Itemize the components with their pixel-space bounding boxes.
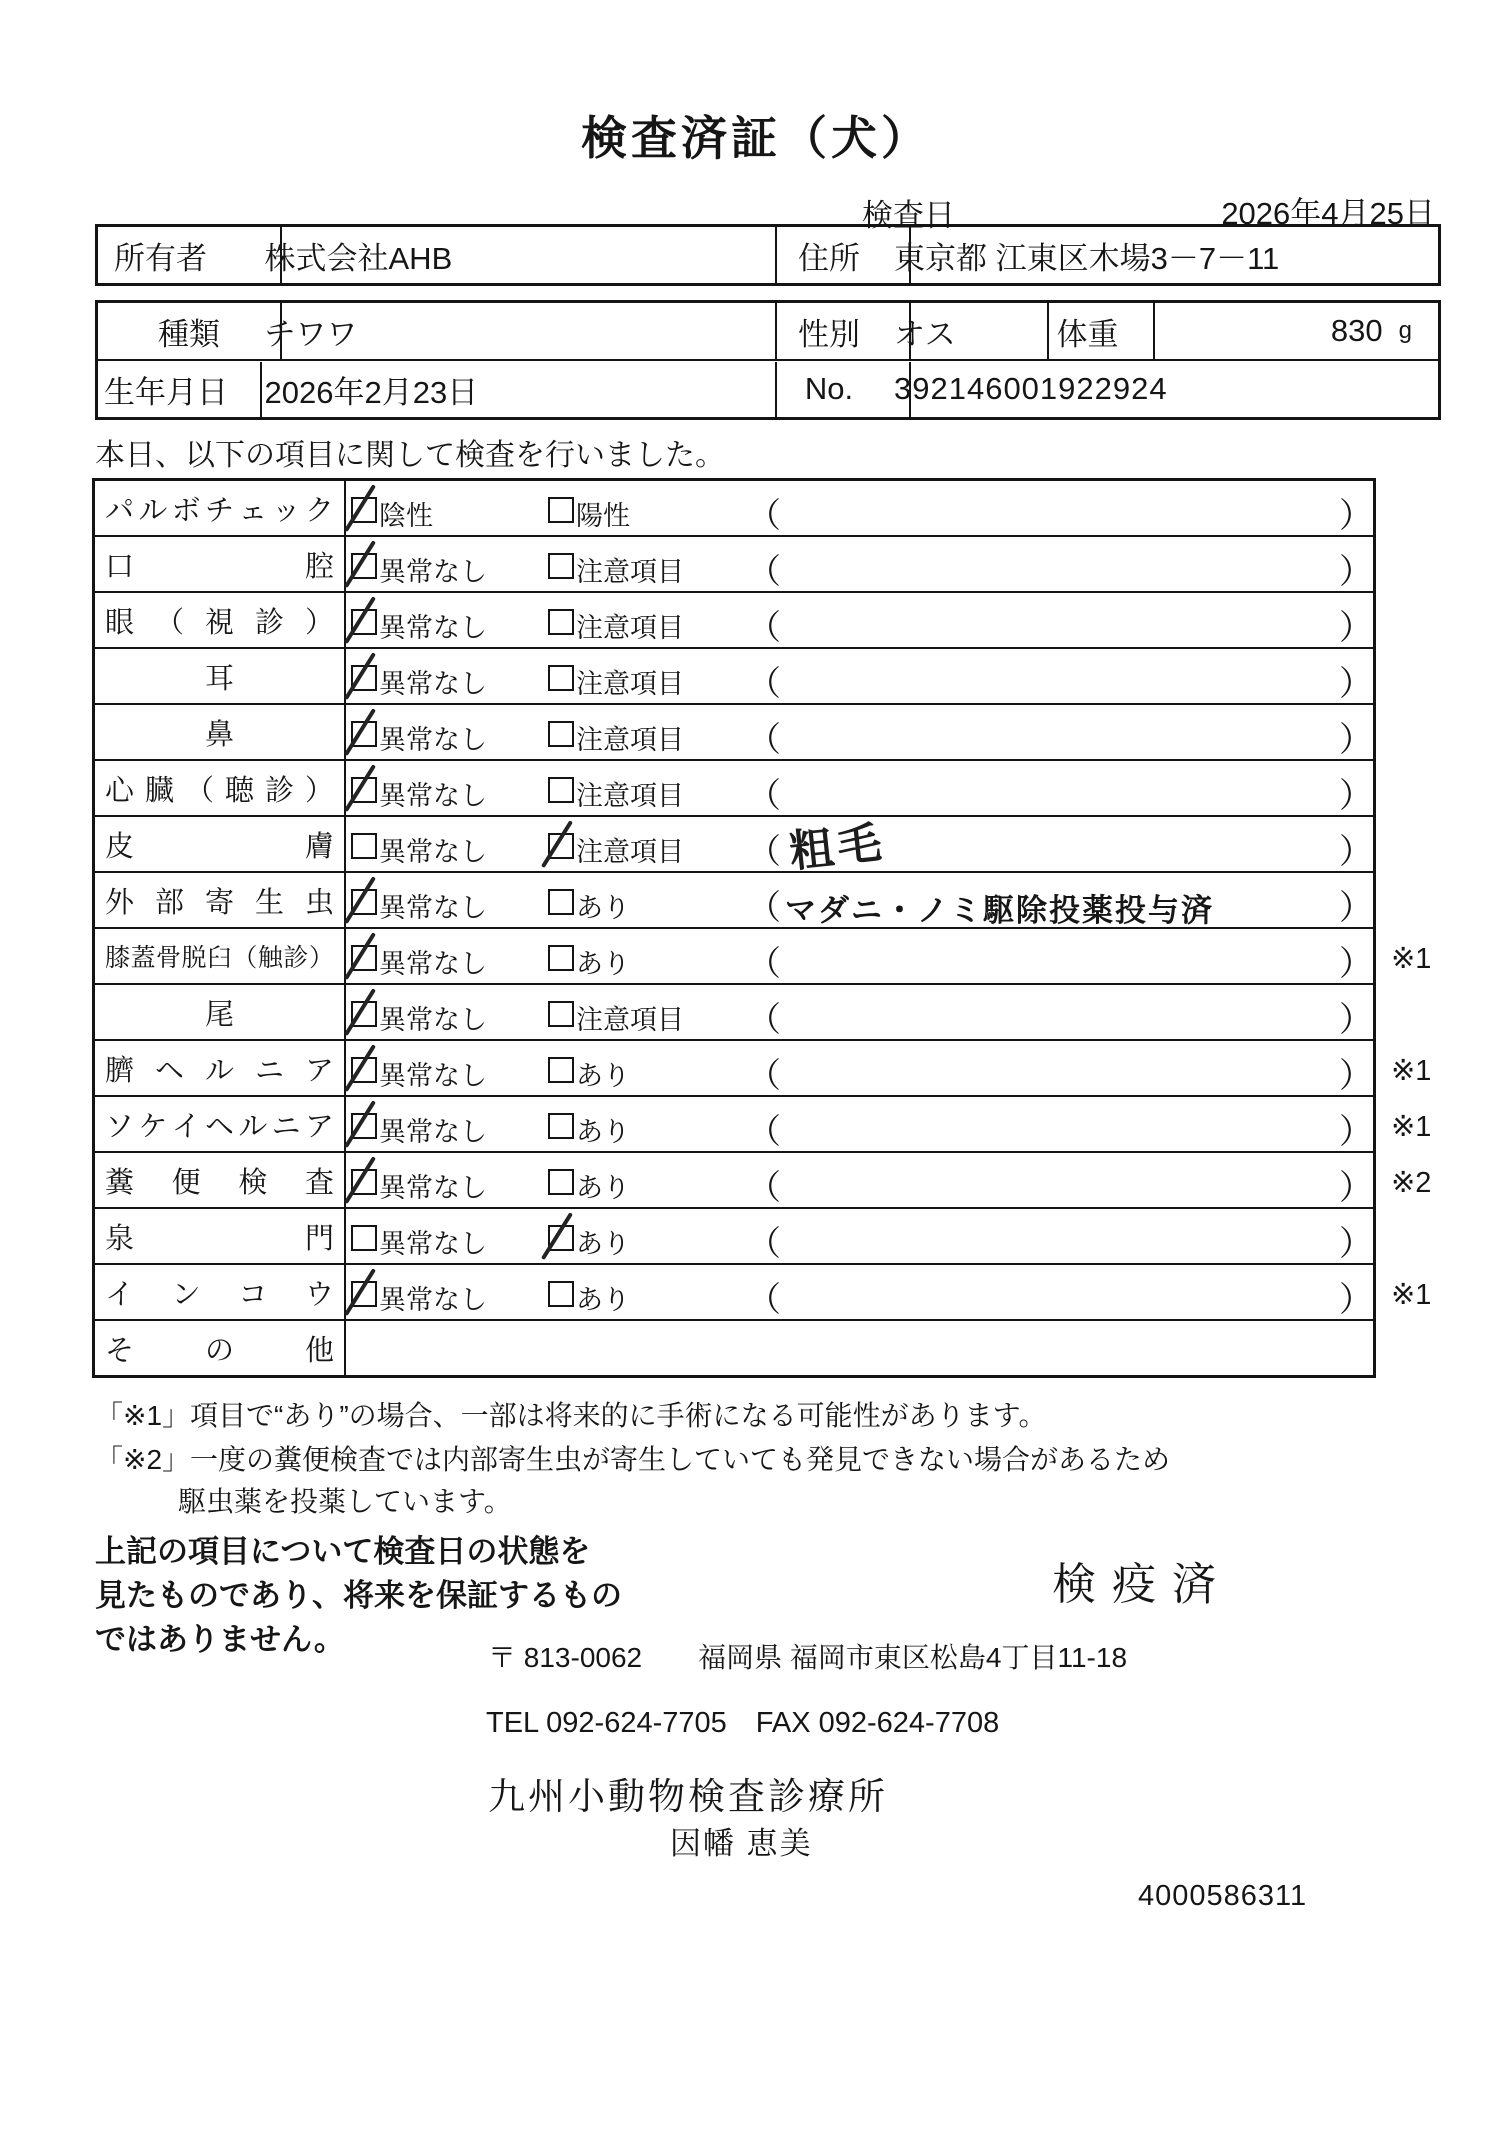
checkbox-option1 — [351, 665, 377, 691]
owner-label: 所有者 — [98, 227, 282, 283]
exam-table-row — [95, 1265, 1432, 1321]
handwritten-checkmark — [344, 1044, 376, 1092]
paren-close: ） — [1339, 889, 1373, 927]
exam-table — [92, 478, 1432, 1378]
option2-label: 注意項目 — [576, 725, 684, 755]
option1-label: 異常なし — [379, 1005, 487, 1035]
exam-table-row — [95, 761, 1373, 817]
checkbox-option2 — [548, 833, 574, 859]
checkbox-option1 — [351, 1281, 377, 1307]
handwritten-checkmark — [344, 596, 376, 644]
paren-close: ） — [1339, 777, 1373, 815]
checkbox-option1 — [351, 553, 377, 579]
handwritten-checkmark — [344, 764, 376, 812]
breed-label: 種類 — [98, 303, 282, 359]
option1-label: 陰性 — [379, 501, 433, 531]
paren-open: （ — [747, 1001, 781, 1039]
exam-table-row — [95, 705, 1373, 761]
exam-table-row — [95, 649, 1373, 705]
handwritten-checkmark — [344, 932, 376, 980]
statement-line-2: 見たものであり、将来を保証するもの — [95, 1578, 622, 1613]
exam-item-label: パ ル ボ チ ェ ッ ク — [95, 481, 346, 535]
paren-open: （ — [747, 553, 781, 591]
weight-label: 体重 — [1022, 303, 1155, 359]
exam-item-label: 鼻 — [95, 705, 346, 759]
option1-label: 異常なし — [379, 613, 487, 643]
quarantine-stamp-text: 検疫済 — [1052, 1560, 1232, 1609]
paren-open: （ — [747, 833, 781, 871]
clinic-address: 福岡県 福岡市東区松島4丁目11-18 — [698, 1642, 1128, 1673]
paren-close: ） — [1339, 1001, 1373, 1039]
clinic-person-name: 因幡 恵美 — [670, 1826, 813, 1861]
option2-label: 注意項目 — [576, 613, 684, 643]
owner-address-label: 住所 — [749, 227, 911, 283]
checkbox-option2 — [548, 721, 574, 747]
birthdate-label: 生年月日 — [98, 362, 262, 418]
exam-table-row — [95, 817, 1373, 877]
exam-table-row — [95, 593, 1373, 649]
inspection-date-label: 検査日 — [862, 198, 955, 233]
remark-badge: ※1 — [1391, 1279, 1432, 1311]
serial-number: 4000586311 — [1138, 1880, 1308, 1912]
paren-close: ） — [1339, 1057, 1373, 1095]
exam-table-row — [95, 873, 1373, 929]
paren-open: （ — [747, 609, 781, 647]
exam-item-label: 臍 ヘ ル ニ ア — [95, 1041, 346, 1095]
owner-value: 株式会社AHB — [251, 227, 777, 283]
option1-label: 異常なし — [379, 1285, 487, 1315]
checkbox-option2 — [548, 945, 574, 971]
breed-value: チワワ — [251, 303, 777, 359]
handwritten-checkmark — [344, 1100, 376, 1148]
exam-item-label: 眼 （ 視 診 ） — [95, 593, 346, 647]
paren-close: ） — [1339, 1169, 1373, 1207]
paren-open: （ — [747, 777, 781, 815]
paren-close: ） — [1339, 553, 1373, 591]
option1-label: 異常なし — [379, 1117, 487, 1147]
checkbox-option1 — [351, 721, 377, 747]
footnote-1: 「※1」項目で“あり”の場合、一部は将来的に手術になる可能性があります。 — [95, 1400, 1047, 1431]
clinic-address-line — [488, 1636, 1127, 1676]
exam-table-row — [95, 537, 1373, 593]
no-label: No. — [749, 362, 911, 418]
handwritten-checkmark — [541, 820, 573, 868]
exam-item-label: イ ン コ ウ — [95, 1265, 346, 1319]
paren-close: ） — [1339, 1225, 1373, 1263]
option2-label: 注意項目 — [576, 1005, 684, 1035]
exam-item-label: 耳 — [95, 649, 346, 703]
exam-table-row — [95, 1209, 1373, 1265]
exam-item-label: 膝 蓋 骨 脱 臼 （ 触 診 ） — [95, 929, 346, 983]
paren-open: （ — [747, 1281, 781, 1319]
no-value: 392146001922924 — [894, 371, 1168, 407]
checkbox-option2 — [548, 1001, 574, 1027]
option2-label: あり — [576, 1229, 630, 1259]
checkbox-option2 — [548, 1281, 574, 1307]
clinic-postal-code: 〒 813-0062 — [488, 1642, 643, 1673]
exam-table-row — [95, 1097, 1432, 1153]
handwritten-checkmark — [344, 1268, 376, 1316]
remark-badge: ※1 — [1391, 943, 1432, 975]
option2-label: あり — [576, 1061, 630, 1091]
handwritten-checkmark — [344, 876, 376, 924]
paren-open: （ — [747, 1225, 781, 1263]
option2-label: あり — [576, 1173, 630, 1203]
option2-label: 陽性 — [576, 501, 630, 531]
paren-value: 粗毛 — [787, 818, 888, 877]
page-title: 検査済証（犬） — [581, 112, 931, 164]
paren-open: （ — [747, 1113, 781, 1151]
option2-label: 注意項目 — [576, 837, 684, 867]
clinic-name: 九州小動物検査診療所 — [488, 1776, 888, 1817]
paren-close: ） — [1339, 833, 1373, 871]
paren-open: （ — [747, 945, 781, 983]
inspection-date-value: 2026年4月25日 — [1221, 196, 1435, 231]
paren-close: ） — [1339, 945, 1373, 983]
paren-open: （ — [747, 1057, 781, 1095]
option1-label: 異常なし — [379, 725, 487, 755]
handwritten-checkmark — [344, 1156, 376, 1204]
checkbox-option2 — [548, 1225, 574, 1251]
checkbox-option2 — [548, 1169, 574, 1195]
handwritten-checkmark — [541, 1212, 573, 1260]
option1-label: 異常なし — [379, 893, 487, 923]
exam-table-row — [95, 1321, 1373, 1375]
handwritten-checkmark — [344, 708, 376, 756]
option1-label: 異常なし — [379, 781, 487, 811]
option1-label: 異常なし — [379, 949, 487, 979]
checkbox-option1 — [351, 497, 377, 523]
footnote-2-cont: 駆虫薬を投薬しています。 — [178, 1486, 512, 1517]
option1-label: 異常なし — [379, 1229, 487, 1259]
remark-badge: ※2 — [1391, 1167, 1432, 1199]
exam-table-row — [95, 985, 1373, 1041]
handwritten-checkmark — [344, 540, 376, 588]
clinic-tel-fax: TEL 092-624-7705 FAX 092-624-7708 — [486, 1707, 1000, 1739]
paren-open: （ — [747, 497, 781, 535]
paren-close: ） — [1339, 609, 1373, 647]
checkbox-option1 — [351, 1225, 377, 1251]
checkbox-option2 — [548, 609, 574, 635]
checkbox-option1 — [351, 945, 377, 971]
checkbox-option2 — [548, 1113, 574, 1139]
footnote-2: 「※2」一度の糞便検査では内部寄生虫が寄生していても発見できない場合があるため — [95, 1444, 1171, 1475]
checkbox-option1 — [351, 833, 377, 859]
handwritten-checkmark — [344, 484, 376, 532]
weight-value — [1124, 303, 1438, 359]
option1-label: 異常なし — [379, 669, 487, 699]
paren-close: ） — [1339, 1113, 1373, 1151]
exam-item-label: 糞 便 検 査 — [95, 1153, 346, 1207]
option1-label: 異常なし — [379, 1173, 487, 1203]
option2-label: 注意項目 — [576, 781, 684, 811]
exam-table-row — [95, 481, 1373, 537]
statement-line-1: 上記の項目について検査日の状態を — [95, 1534, 591, 1569]
checkbox-option1 — [351, 1169, 377, 1195]
statement-line-3: ではありません。 — [95, 1622, 345, 1657]
checkbox-option1 — [351, 1113, 377, 1139]
paren-value: マダニ・ノミ駆除投薬投与済 — [785, 893, 1214, 928]
paren-open: （ — [747, 721, 781, 759]
paren-close: ） — [1339, 721, 1373, 759]
paren-close: ） — [1339, 665, 1373, 703]
option1-label: 異常なし — [379, 837, 487, 867]
exam-item-label: 心 臓 （ 聴 診 ） — [95, 761, 346, 815]
paren-open: （ — [747, 1169, 781, 1207]
exam-item-label: 口 腔 — [95, 537, 346, 591]
exam-item-label: 尾 — [95, 985, 346, 1039]
remark-badge: ※1 — [1391, 1055, 1432, 1087]
birthdate-value: 2026年2月23日 — [251, 362, 777, 418]
checkbox-option2 — [548, 777, 574, 803]
animal-table — [95, 300, 1441, 420]
checkbox-option2 — [548, 553, 574, 579]
option1-label: 異常なし — [379, 557, 487, 587]
checkbox-option2 — [548, 497, 574, 523]
exam-item-label: ソ ケ イ ヘ ル ニ ア — [95, 1097, 346, 1151]
exam-item-label: 外 部 寄 生 虫 — [95, 873, 346, 927]
checkbox-option1 — [351, 1001, 377, 1027]
checkbox-option1 — [351, 889, 377, 915]
checkbox-option2 — [548, 1057, 574, 1083]
checkbox-option1 — [351, 609, 377, 635]
paren-close: ） — [1339, 497, 1373, 535]
handwritten-checkmark — [344, 652, 376, 700]
checkbox-option2 — [548, 889, 574, 915]
exam-item-label: 皮 膚 — [95, 817, 346, 871]
owner-table — [95, 224, 1441, 286]
option2-label: 注意項目 — [576, 669, 684, 699]
handwritten-checkmark — [344, 988, 376, 1036]
paren-open: （ — [747, 889, 781, 927]
option2-label: あり — [576, 893, 630, 923]
option2-label: あり — [576, 949, 630, 979]
paren-open: （ — [747, 665, 781, 703]
owner-address-value: 東京都 江東区木場3－7－11 — [894, 240, 1280, 276]
option2-label: 注意項目 — [576, 557, 684, 587]
option2-label: あり — [576, 1285, 630, 1315]
exam-table-row — [95, 929, 1432, 985]
checkbox-option1 — [351, 777, 377, 803]
option1-label: 異常なし — [379, 1061, 487, 1091]
checkbox-option2 — [548, 665, 574, 691]
checkbox-option1 — [351, 1057, 377, 1083]
exam-item-label: そ の 他 — [95, 1321, 346, 1375]
remark-badge: ※1 — [1391, 1111, 1432, 1143]
exam-table-row — [95, 1041, 1432, 1097]
sex-value: オス — [880, 303, 1049, 359]
exam-table-row — [95, 1153, 1432, 1209]
weight-number: 830 — [1330, 313, 1383, 348]
sex-label: 性別 — [749, 303, 911, 359]
exam-item-label: 泉 門 — [95, 1209, 346, 1263]
option2-label: あり — [576, 1117, 630, 1147]
weight-unit: g — [1398, 317, 1412, 344]
paren-close: ） — [1339, 1281, 1373, 1319]
intro-text: 本日、以下の項目に関して検査を行いました。 — [95, 439, 725, 472]
